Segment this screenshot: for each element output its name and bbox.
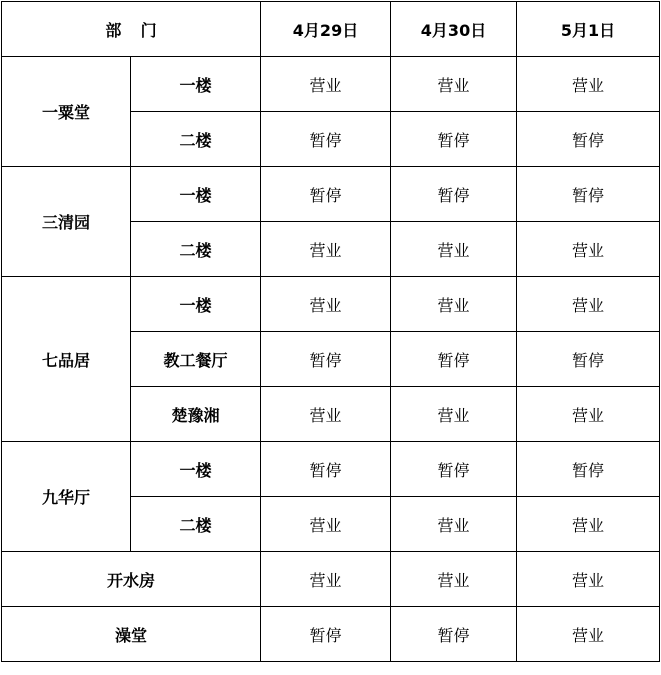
- table-row: [2, 552, 660, 607]
- floor-name: 二楼: [131, 112, 261, 167]
- status-cell: 暂停: [391, 332, 517, 387]
- department-name: 三清园: [2, 167, 131, 277]
- department-name: 澡堂: [2, 607, 261, 662]
- status-cell: 暂停: [517, 167, 660, 222]
- status-cell: 营业: [517, 552, 660, 607]
- department-name: 九华厅: [2, 442, 131, 552]
- table-row: [2, 57, 660, 112]
- status-cell: 营业: [517, 497, 660, 552]
- status-cell: 暂停: [261, 607, 391, 662]
- status-cell: 营业: [261, 497, 391, 552]
- status-cell: 暂停: [391, 112, 517, 167]
- status-cell: 营业: [517, 222, 660, 277]
- status-cell: 暂停: [517, 112, 660, 167]
- status-cell: 营业: [391, 552, 517, 607]
- floor-name: 楚豫湘: [131, 387, 261, 442]
- status-cell: 营业: [517, 387, 660, 442]
- business-hours-table: [1, 1, 660, 662]
- table-row: [2, 277, 660, 332]
- status-cell: 营业: [517, 277, 660, 332]
- floor-name: 教工餐厅: [131, 332, 261, 387]
- status-cell: 暂停: [391, 442, 517, 497]
- department-name: 开水房: [2, 552, 261, 607]
- floor-name: 一楼: [131, 167, 261, 222]
- status-cell: 营业: [517, 607, 660, 662]
- status-cell: 营业: [391, 497, 517, 552]
- date-header-3: 5月1日: [517, 2, 660, 57]
- table-row: [2, 442, 660, 497]
- department-name: 七品居: [2, 277, 131, 442]
- header-row: [2, 2, 660, 57]
- status-cell: 营业: [391, 57, 517, 112]
- status-cell: 营业: [391, 222, 517, 277]
- status-cell: 暂停: [391, 167, 517, 222]
- status-cell: 营业: [261, 277, 391, 332]
- status-cell: 营业: [261, 552, 391, 607]
- floor-name: 一楼: [131, 442, 261, 497]
- date-header-1: 4月29日: [261, 2, 391, 57]
- table-row: [2, 607, 660, 662]
- status-cell: 暂停: [391, 607, 517, 662]
- floor-name: 二楼: [131, 222, 261, 277]
- status-cell: 暂停: [261, 167, 391, 222]
- status-cell: 暂停: [261, 332, 391, 387]
- table-row: [2, 167, 660, 222]
- status-cell: 营业: [261, 222, 391, 277]
- status-cell: 暂停: [261, 112, 391, 167]
- status-cell: 营业: [261, 57, 391, 112]
- status-cell: 暂停: [517, 332, 660, 387]
- status-cell: 营业: [261, 387, 391, 442]
- floor-name: 二楼: [131, 497, 261, 552]
- department-name: 一粟堂: [2, 57, 131, 167]
- status-cell: 营业: [517, 57, 660, 112]
- status-cell: 营业: [391, 387, 517, 442]
- date-header-2: 4月30日: [391, 2, 517, 57]
- status-cell: 暂停: [517, 442, 660, 497]
- floor-name: 一楼: [131, 277, 261, 332]
- status-cell: 暂停: [261, 442, 391, 497]
- department-header: 部门: [2, 2, 261, 57]
- floor-name: 一楼: [131, 57, 261, 112]
- status-cell: 营业: [391, 277, 517, 332]
